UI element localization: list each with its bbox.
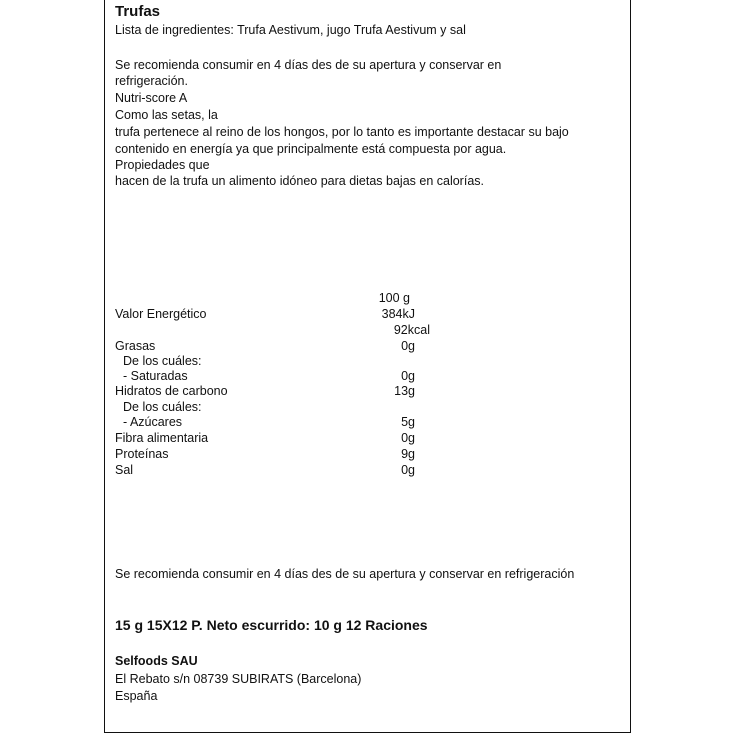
company-name: Selfoods SAU xyxy=(115,654,198,668)
nutrition-row-value: 9g xyxy=(401,447,415,461)
description-line-4: Propiedades que xyxy=(115,158,210,172)
nutrition-row-value: 0g xyxy=(401,431,415,445)
net-weight-text: 15 g 15X12 P. Neto escurrido: 10 g 12 Raciones xyxy=(115,617,428,633)
energy-kj-value: 384kJ xyxy=(381,307,415,321)
nutrition-row-value: 5g xyxy=(401,415,415,429)
company-country: España xyxy=(115,689,158,703)
nutriscore-text: Nutri-score A xyxy=(115,91,188,105)
nutrition-row-value: 0g xyxy=(401,369,415,383)
description-line-2: trufa pertenece al reino de los hongos, por lo tanto es importante destacar su bajo xyxy=(115,125,569,139)
nutrition-row-label: Hidratos de carbono xyxy=(115,384,228,398)
nutrition-row-label: Grasas xyxy=(115,339,156,353)
nutrition-row-label: Sal xyxy=(115,463,134,477)
nutrition-row-label: - Saturadas xyxy=(123,369,188,383)
company-address: El Rebato s/n 08739 SUBIRATS (Barcelona) xyxy=(115,672,362,686)
nutrition-row-label: Proteínas xyxy=(115,447,169,461)
energy-kcal-value: 92kcal xyxy=(393,323,430,337)
storage-line-2: refrigeración. xyxy=(115,74,188,88)
nutrition-row-label: Fibra alimentaria xyxy=(115,431,209,445)
storage-line-1: Se recomienda consumir en 4 días des de su apertura y conservar en xyxy=(115,58,502,72)
nutrition-row-label: - Azúcares xyxy=(123,415,183,429)
description-line-5: hacen de la trufa un alimento idóneo para dietas bajas en calorías. xyxy=(115,174,484,188)
product-title: Trufas xyxy=(115,3,161,20)
description-line-1: Como las setas, la xyxy=(115,108,218,122)
nutrition-row-value: 0g xyxy=(401,339,415,353)
nutrition-row-label: De los cuáles: xyxy=(123,354,202,368)
nutrition-column-header: 100 g xyxy=(378,291,410,305)
nutrition-row-value: 0g xyxy=(401,463,415,477)
nutrition-row-value: 13g xyxy=(394,384,415,398)
footer-storage-text: Se recomienda consumir en 4 días des de su apertura y conservar en refrigeración xyxy=(115,567,575,581)
description-line-3: contenido en energía ya que principalmente está compuesta por agua. xyxy=(115,142,507,156)
nutrition-row-label: De los cuáles: xyxy=(123,400,202,414)
ingredients-text: Lista de ingredientes: Trufa Aestivum, jugo Trufa Aestivum y sal xyxy=(115,23,466,37)
energy-label: Valor Energético xyxy=(115,307,207,321)
